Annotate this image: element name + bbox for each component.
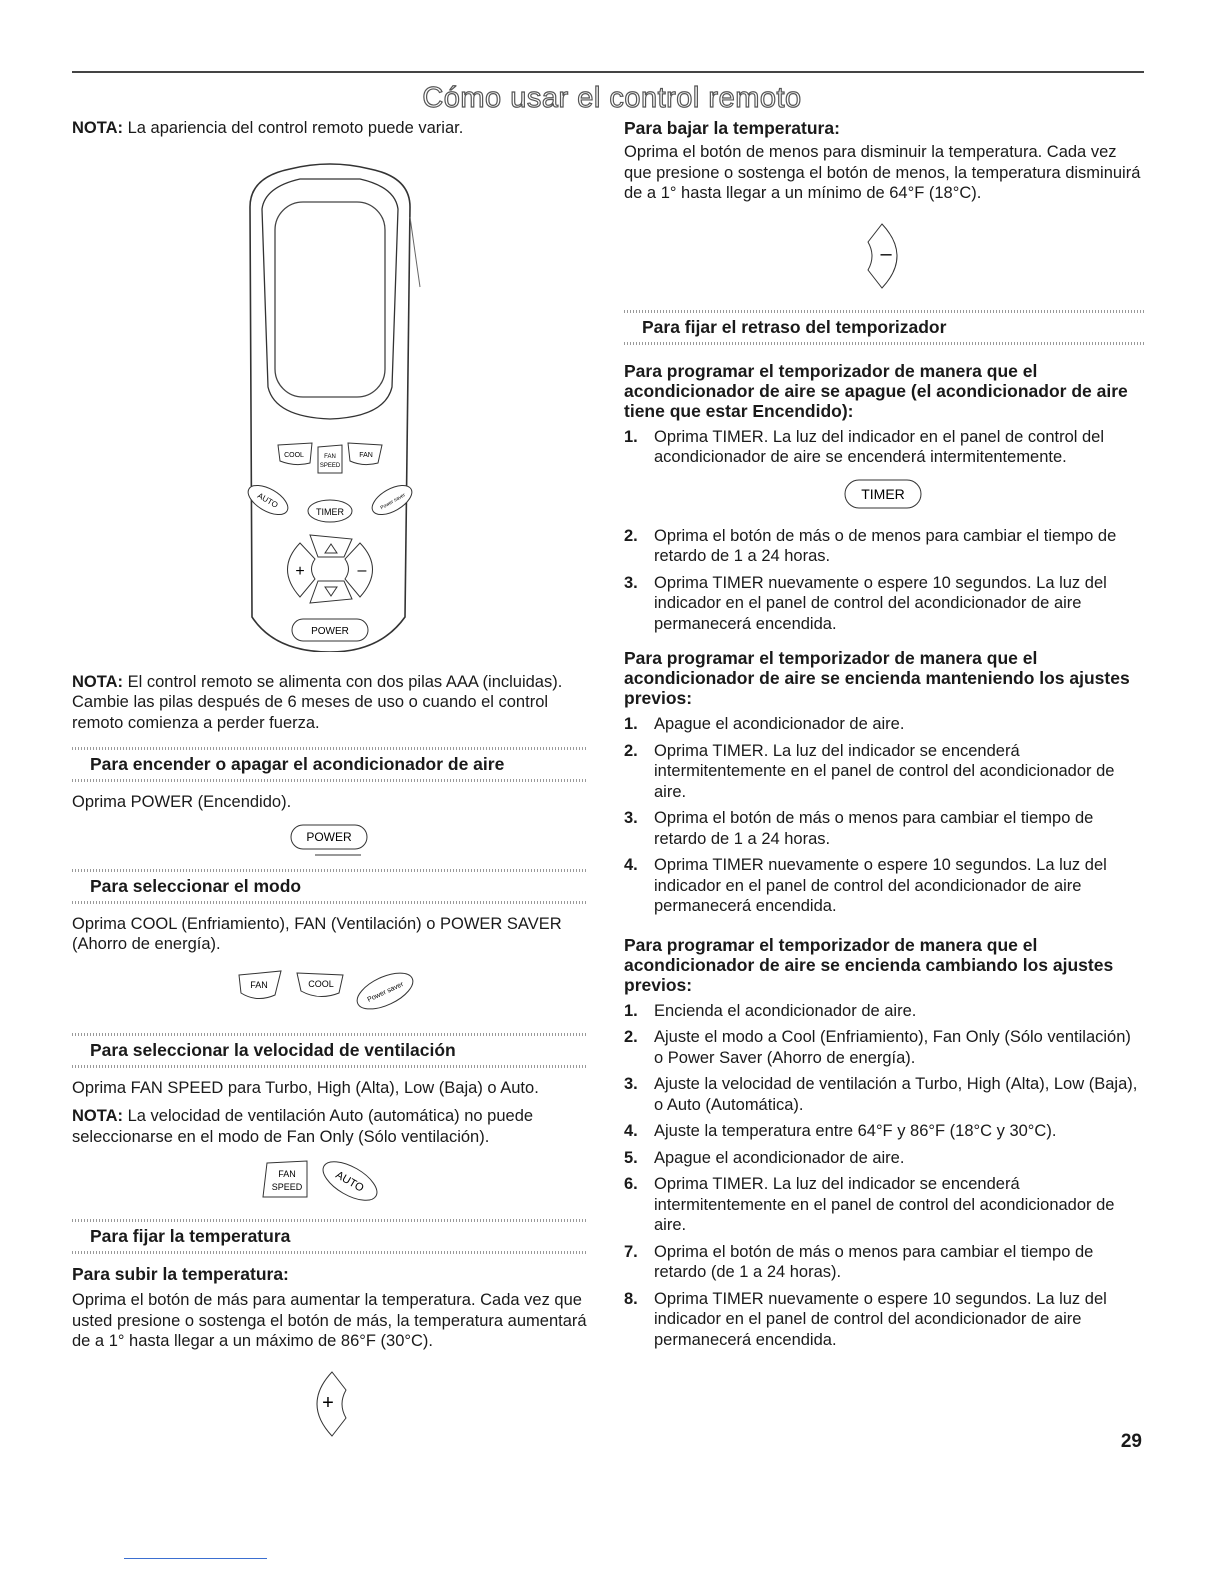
timer-off-steps [624, 526, 1144, 635]
list-item: 6. Oprima TIMER. La luz del indicador se encenderá intermitentemente en el panel de control del acondicionador de aire. [624, 1175, 1115, 1234]
mode-buttons-figure [72, 963, 588, 1015]
timer-icon [839, 476, 929, 512]
svg-text:FAN: FAN [324, 453, 336, 460]
temp-up-heading: Para subir la temperatura: [72, 1264, 289, 1284]
plus-icon [300, 1366, 360, 1442]
temp-down-text: Oprima el botón de menos para disminuir la temperatura. Cada vez que presione o sostenga el botón de menos, la temperatura disminuirá de a 1° hasta llegar a un mínimo de 64°F (18°C). [624, 143, 1141, 202]
svg-text:AUTO: AUTO [333, 1169, 366, 1195]
temp-up-text: Oprima el botón de más para aumentar la temperatura. Cada vez que usted presione o sostenga el botón de más, la temperatura aumentará de a 1° hasta llegar a un máximo de 86°F (30°C). [72, 1291, 587, 1350]
remote-illustration [72, 147, 588, 652]
svg-text:TIMER: TIMER [316, 506, 344, 517]
mode-heading: Para seleccionar el modo [90, 875, 302, 896]
list-item: 3. Oprima el botón de más o menos para cambiar el tiempo de retardo de 1 a 24 horas. [624, 809, 1094, 848]
svg-text:Power saver: Power saver [366, 980, 405, 1004]
page-number: 29 [1120, 1431, 1142, 1452]
cool-icon [297, 973, 343, 997]
timer-heading: Para fijar el retraso del temporizador [642, 316, 947, 337]
svg-text:FAN: FAN [250, 979, 268, 990]
minus-button-figure [624, 218, 1144, 294]
page-title: Cómo usar el control remoto [422, 82, 802, 114]
auto-icon [317, 1155, 383, 1207]
list-item: 2. Ajuste el modo a Cool (Enfriamiento), Fan Only (Sólo ventilación) o Power Saver (Ahorro de energía). [624, 1028, 1131, 1067]
note-batteries: NOTA: El control remoto se alimenta con dos pilas AAA (incluidas). Cambie las pilas después de 6 meses de uso o cuando el control remoto comienza a perder fuerza. [72, 672, 563, 732]
svg-text:AUTO: AUTO [255, 490, 280, 510]
svg-text:SPEED: SPEED [271, 1182, 303, 1192]
list-item: 8. Oprima TIMER nuevamente o espere 10 segundos. La luz del indicador en el panel de control del acondicionador de aire permanecerá encendida. [624, 1289, 1107, 1349]
cool-icon [278, 443, 312, 465]
svg-text:POWER: POWER [311, 625, 349, 637]
list-item: 4. Oprima TIMER nuevamente o espere 10 segundos. La luz del indicador en el panel de control del acondicionador de aire permanecerá encendida. [624, 856, 1107, 915]
power-saver-icon [352, 965, 418, 1014]
fan-speed-heading: Para seleccionar la velocidad de ventilación [90, 1039, 456, 1060]
fan-icon [348, 443, 382, 465]
temp-down-heading: Para bajar la temperatura: [624, 118, 840, 138]
svg-text:–: – [880, 242, 892, 265]
mode-text: Oprima COOL (Enfriamiento), FAN (Ventilación) o POWER SAVER (Ahorro de energía). [72, 914, 562, 953]
footer-rule [124, 1558, 267, 1559]
svg-text:FAN: FAN [359, 451, 373, 459]
svg-text:+: + [295, 562, 305, 580]
left-column [72, 118, 588, 1442]
list-item: 7. Oprima el botón de más o menos para cambiar el tiempo de retardo (de 1 a 24 horas). [624, 1242, 1094, 1281]
right-column [624, 118, 1144, 1358]
power-icon [285, 821, 375, 859]
power-text: Oprima POWER (Encendido). [72, 793, 292, 811]
list-item: 1. Apague el acondicionador de aire. [624, 715, 905, 733]
power-button-figure [72, 821, 588, 859]
list-item: 3. Ajuste la velocidad de ventilación a Turbo, High (Alta), Low (Baja), o Auto (Automática). [624, 1075, 1138, 1114]
timer-icon [308, 500, 352, 522]
list-item: 3. Oprima TIMER nuevamente o espere 10 segundos. La luz del indicador en el panel de control del acondicionador de aire permanecerá encendida. [624, 573, 1107, 633]
timer-on-prev-steps [624, 714, 1144, 917]
timer-on-prev-heading: Para programar el temporizador de manera que el acondicionador de aire se encienda manteniendo los ajustes previos: [624, 648, 1130, 708]
minus-icon [854, 218, 914, 294]
timer-button-figure [624, 476, 1144, 512]
list-item: 1. Encienda el acondicionador de aire. [624, 1001, 917, 1020]
plus-button-figure [72, 1366, 588, 1442]
fan-icon [239, 971, 281, 999]
power-icon [292, 619, 368, 641]
list-item: 1. Oprima TIMER. La luz del indicador en el panel de control del acondicionador de aire se encenderá intermitentemente. [624, 427, 1105, 466]
list-item: 4. Ajuste la temperatura entre 64°F y 86°F (18°C y 30°C). [624, 1122, 1057, 1140]
svg-text:FAN: FAN [278, 1169, 296, 1179]
timer-off-step1 [624, 427, 1144, 468]
timer-off-heading: Para programar el temporizador de manera que el acondicionador de aire se apague (el acondicionador de aire tiene que estar Encendido): [624, 360, 1128, 421]
timer-on-change-steps [624, 1001, 1144, 1351]
top-rule [72, 71, 1144, 73]
timer-on-change-heading: Para programar el temporizador de manera que el acondicionador de aire se encienda cambiando los ajustes previos: [624, 934, 1114, 995]
svg-text:TIMER: TIMER [861, 485, 905, 502]
fan-speed-figure [72, 1155, 588, 1207]
svg-text:–: – [357, 561, 367, 579]
note-appearance: NOTA: La apariencia del control remoto puede variar. [72, 119, 464, 137]
svg-text:COOL: COOL [284, 451, 304, 459]
svg-text:+: + [322, 1391, 334, 1414]
fan-speed-note: NOTA: La velocidad de ventilación Auto (automática) no puede seleccionarse en el modo de Fan Only (Sólo ventilación). [72, 1107, 534, 1146]
svg-text:Power saver: Power saver [379, 491, 407, 511]
fan-speed-icon [318, 445, 342, 473]
fan-speed-icon [263, 1161, 307, 1197]
fan-speed-text: Oprima FAN SPEED para Turbo, High (Alta), Low (Baja) o Auto. [72, 1078, 539, 1097]
svg-text:POWER: POWER [306, 829, 352, 844]
list-item: 2. Oprima TIMER. La luz del indicador se encenderá intermitentemente en el panel de control del acondicionador de aire. [624, 741, 1115, 801]
svg-text:COOL: COOL [308, 978, 334, 989]
list-item: 5. Apague el acondicionador de aire. [624, 1148, 905, 1167]
svg-text:SPEED: SPEED [319, 462, 341, 469]
power-heading: Para encender o apagar el acondicionador de aire [90, 754, 505, 774]
list-item: 2. Oprima el botón de más o de menos para cambiar el tiempo de retardo de 1 a 24 horas. [624, 526, 1117, 565]
temp-heading: Para fijar la temperatura [90, 1226, 291, 1246]
